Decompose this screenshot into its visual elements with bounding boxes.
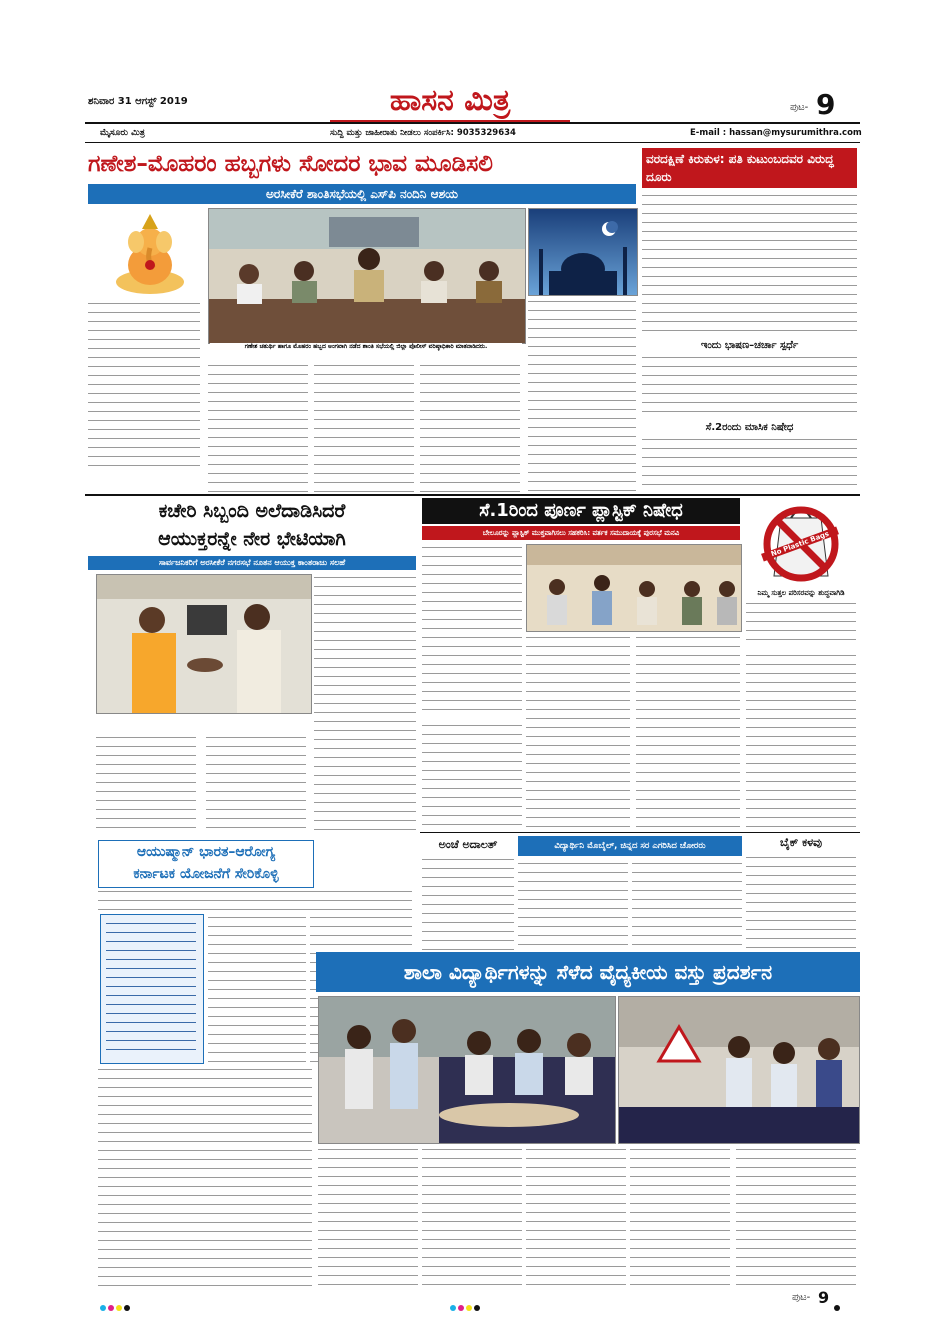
cyan-dot bbox=[450, 1305, 456, 1311]
ayushman-text-1 bbox=[208, 914, 306, 1062]
adalat-headline: ಅಂಚೆ ಅದಾಲತ್ bbox=[438, 838, 498, 851]
cyan-dot bbox=[100, 1305, 106, 1311]
sept2-text bbox=[642, 436, 857, 492]
plastic-text-1 bbox=[422, 544, 522, 718]
ayushman-text-bottom bbox=[98, 1066, 312, 1286]
lead-text-col3 bbox=[314, 362, 414, 492]
masthead-title: ಹಾಸನ ಮಿತ್ರ bbox=[389, 83, 511, 118]
office-subhead: ಸಾರ್ವಜನಿಕರಿಗೆ ಅರಸೀಕೆರೆ ನಗರಸಭೆ ನೂತನ ಆಯುಕ್ತ ಕಾಂತರಾಜು ಸಲಹೆ bbox=[88, 556, 416, 570]
ayushman-sidebox-text bbox=[106, 920, 196, 1056]
debate-text bbox=[642, 354, 857, 420]
dowry-text bbox=[642, 192, 857, 338]
plastic-text-3 bbox=[636, 634, 740, 830]
lead-text-col2 bbox=[208, 362, 308, 492]
lead-headline: ಗಣೇಶ–ಮೊಹರಂ ಹಬ್ಬಗಳು ಸೋದರ ಭಾವ ಮೂಡಿಸಲಿ bbox=[88, 151, 493, 177]
expo-photo-1 bbox=[318, 996, 616, 1144]
office-text-2 bbox=[206, 734, 306, 836]
mobile-headline: ವಿದ್ಯಾರ್ಥಿನಿ ಮೊಬೈಲ್, ಚಿನ್ನದ ಸರ ಎಗರಿಸಿದ ಚೋರರು bbox=[518, 836, 742, 856]
plastic-text-4 bbox=[422, 722, 522, 830]
edition-label: ಮೈಸೂರು ಮಿತ್ರ bbox=[100, 128, 145, 138]
no-plastic-badge-caption: ನಿಮ್ಮ ಸುತ್ತಲ ಪರಿಸರವನ್ನು ಶುದ್ಧವಾಗಿಡಿ bbox=[757, 589, 845, 597]
debate-subhead: ಇಂದು ಭಾಷಣ–ಚರ್ಚಾ ಸ್ಪರ್ಧೆ bbox=[700, 340, 799, 351]
ayushman-headline-2: ಕರ್ನಾಟಕ ಯೋಜನೆಗೆ ಸೇರಿಕೊಳ್ಳಿ bbox=[133, 866, 279, 882]
plastic-photo bbox=[526, 544, 742, 632]
mobile-text-2 bbox=[632, 860, 742, 950]
footer-color-dots-mid bbox=[450, 1296, 482, 1315]
mosque-image bbox=[528, 208, 638, 296]
right-column-text bbox=[746, 652, 856, 830]
expo-text-5 bbox=[736, 1146, 856, 1286]
footer-color-dots-left bbox=[100, 1296, 132, 1315]
page-label: ಪುಟ- bbox=[790, 102, 809, 113]
expo-text-3 bbox=[526, 1146, 626, 1286]
no-plastic-badge-label: No Plastic Bags bbox=[761, 527, 839, 562]
adalat-text bbox=[422, 856, 514, 950]
footer-page-label: ಪುಟ- bbox=[792, 1292, 811, 1303]
office-headline-2: ಆಯುಕ್ತರನ್ನೇ ನೇರ ಭೇಟಿಯಾಗಿ bbox=[158, 528, 346, 550]
office-photo-caption bbox=[96, 714, 310, 732]
badge-text bbox=[746, 600, 856, 646]
ayushman-intro bbox=[98, 888, 412, 910]
black-dot bbox=[474, 1305, 480, 1311]
dowry-headline: ವರದಕ್ಷಿಣೆ ಕಿರುಕುಳ: ಪತಿ ಕುಟುಂಬದವರ ವಿರುದ್ಧ ದೂರು bbox=[642, 148, 857, 188]
black-dot bbox=[834, 1305, 840, 1311]
expo-text-4 bbox=[630, 1146, 730, 1286]
lead-text-col4 bbox=[420, 362, 520, 492]
expo-text-2 bbox=[422, 1146, 522, 1286]
meeting-photo-caption: ಗಣೇಶ ಚತುರ್ಥಿ ಹಾಗೂ ಮೊಹರಂ ಹಬ್ಬದ ಅಂಗವಾಗಿ ನಡೆದ ಶಾಂತಿ ಸಭೆಯಲ್ಲಿ ಜಿಲ್ಲಾ ಪೊಲೀಸ್ ವರಿಷ್ಠಾಧಿಕಾರಿ ಮಾತನಾಡಿದರು. bbox=[210, 343, 522, 359]
plastic-subhead: ಬೇಲೂರನ್ನು ಪ್ಲಾಸ್ಟಿಕ್ ಮುಕ್ತವಾಗಿಸಲು ಸಹಕರಿಸಿ: ವರ್ತಕ ಸಮುದಾಯಕ್ಕೆ ಪುರಸಭೆ ಮನವಿ bbox=[422, 526, 740, 540]
office-text-1 bbox=[96, 734, 196, 836]
section-rule-2 bbox=[420, 832, 860, 833]
masthead bbox=[330, 84, 570, 123]
black-dot bbox=[124, 1305, 130, 1311]
office-text-right bbox=[314, 574, 416, 836]
lead-subhead: ಅರಸೀಕೆರೆ ಶಾಂತಿಸಭೆಯಲ್ಲಿ ಎಸ್‌ಪಿ ನಂದಿನಿ ಆಶಯ bbox=[88, 184, 636, 204]
lead-text-col5 bbox=[528, 298, 636, 492]
magenta-dot bbox=[458, 1305, 464, 1311]
plastic-text-2 bbox=[526, 634, 630, 830]
mobile-text-1 bbox=[518, 860, 628, 950]
meeting-photo bbox=[208, 208, 526, 344]
expo-headline: ಶಾಲಾ ವಿದ್ಯಾರ್ಥಿಗಳನ್ನು ಸೆಳೆದ ವೈದ್ಯಕೀಯ ವಸ್ತು ಪ್ರದರ್ಶನ bbox=[316, 952, 860, 992]
plastic-headline: ಸೆ.1ರಿಂದ ಪೂರ್ಣ ಪ್ಲಾಸ್ಟಿಕ್ ನಿಷೇಧ bbox=[422, 498, 740, 524]
footer-page-number: 9 bbox=[818, 1288, 830, 1307]
email-line: E-mail : hassan@mysurumithra.com bbox=[690, 128, 862, 138]
footer-color-dots-right bbox=[834, 1296, 842, 1315]
page-number: 9 bbox=[816, 88, 836, 121]
issue-date: ಶನಿವಾರ 31 ಆಗಸ್ಟ್ 2019 bbox=[88, 96, 188, 107]
bike-headline: ಬೈಕ್ ಕಳವು bbox=[779, 836, 823, 849]
office-headline-1: ಕಚೇರಿ ಸಿಬ್ಬಂದಿ ಅಲೆದಾಡಿಸಿದರೆ bbox=[158, 500, 346, 522]
section-rule-1 bbox=[85, 494, 860, 496]
header-rule bbox=[85, 122, 860, 124]
expo-photo-2 bbox=[618, 996, 860, 1144]
office-photo bbox=[96, 574, 312, 714]
bike-text bbox=[746, 854, 856, 950]
magenta-dot bbox=[108, 1305, 114, 1311]
ayushman-box bbox=[98, 840, 314, 888]
contact-line: ಸುದ್ದಿ ಮತ್ತು ಜಾಹೀರಾತು ನೀಡಲು ಸಂಪರ್ಕಿಸಿ: 9035329634 bbox=[330, 128, 516, 138]
sept2-subhead: ಸೆ.2ರಂದು ಮಾಸಿಕ ನಿಷೇಧ bbox=[705, 422, 794, 433]
yellow-dot bbox=[116, 1305, 122, 1311]
ganesha-image bbox=[100, 210, 200, 300]
page-number-box bbox=[790, 88, 860, 121]
lead-text-col1 bbox=[88, 300, 200, 470]
ayushman-headline-1: ಆಯುಷ್ಮಾನ್ ಭಾರತ–ಆರೋಗ್ಯ bbox=[136, 844, 276, 860]
expo-text-1 bbox=[318, 1146, 418, 1286]
header-rule-2 bbox=[85, 142, 860, 143]
yellow-dot bbox=[466, 1305, 472, 1311]
